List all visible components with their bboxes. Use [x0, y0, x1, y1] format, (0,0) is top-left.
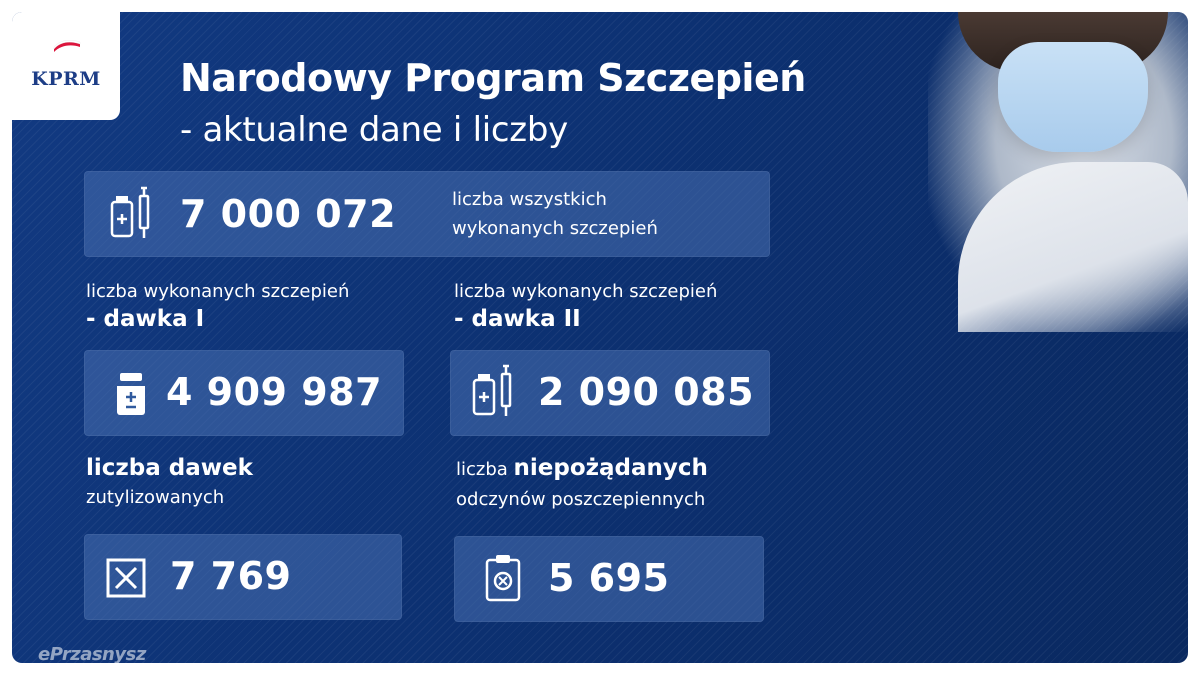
dose2-label-line1: liczba wykonanych szczepień	[454, 281, 718, 302]
vaccinated-woman-photo	[928, 12, 1188, 332]
adverse-label-line2: odczynów poszczepiennych	[456, 489, 706, 510]
utilized-label-strong: liczba dawek	[86, 455, 253, 481]
dose1-value: 4 909 987	[166, 370, 383, 414]
dose2-label-line2: - dawka II	[454, 306, 581, 332]
flag-ribbon-icon	[52, 40, 82, 54]
utilized-value: 7 769	[170, 554, 292, 598]
total-vaccinations-value: 7 000 072	[180, 192, 397, 236]
medicine-bottle-icon	[114, 372, 148, 416]
watermark-text: ePrzasnysz	[38, 644, 146, 663]
vaccine-vial-syringe-icon	[108, 186, 156, 240]
crossed-box-icon	[106, 558, 146, 598]
adverse-label-strong: niepożądanych	[513, 455, 708, 481]
logo-text: KPRM	[31, 68, 101, 90]
adverse-value: 5 695	[548, 556, 670, 600]
kprm-logo	[12, 12, 120, 120]
total-vaccinations-label-line2: wykonanych szczepień	[452, 218, 658, 239]
page-title: Narodowy Program Szczepień	[180, 56, 806, 100]
utilized-label-line2: zutylizowanych	[86, 487, 225, 508]
dose1-label-line2: - dawka I	[86, 306, 205, 332]
infographic-panel	[12, 12, 1188, 663]
clipboard-medical-icon	[484, 554, 522, 602]
vaccine-vial-syringe-icon	[470, 364, 518, 418]
page-subtitle: - aktualne dane i liczby	[180, 110, 568, 150]
dose2-value: 2 090 085	[538, 370, 755, 414]
adverse-label-prefix: liczba	[456, 459, 514, 480]
adverse-label-line1	[456, 456, 708, 482]
photo-shoulder	[958, 162, 1188, 332]
face-mask-shape	[998, 42, 1148, 152]
dose1-label-line1: liczba wykonanych szczepień	[86, 281, 350, 302]
total-vaccinations-label-line1: liczba wszystkich	[452, 189, 607, 210]
